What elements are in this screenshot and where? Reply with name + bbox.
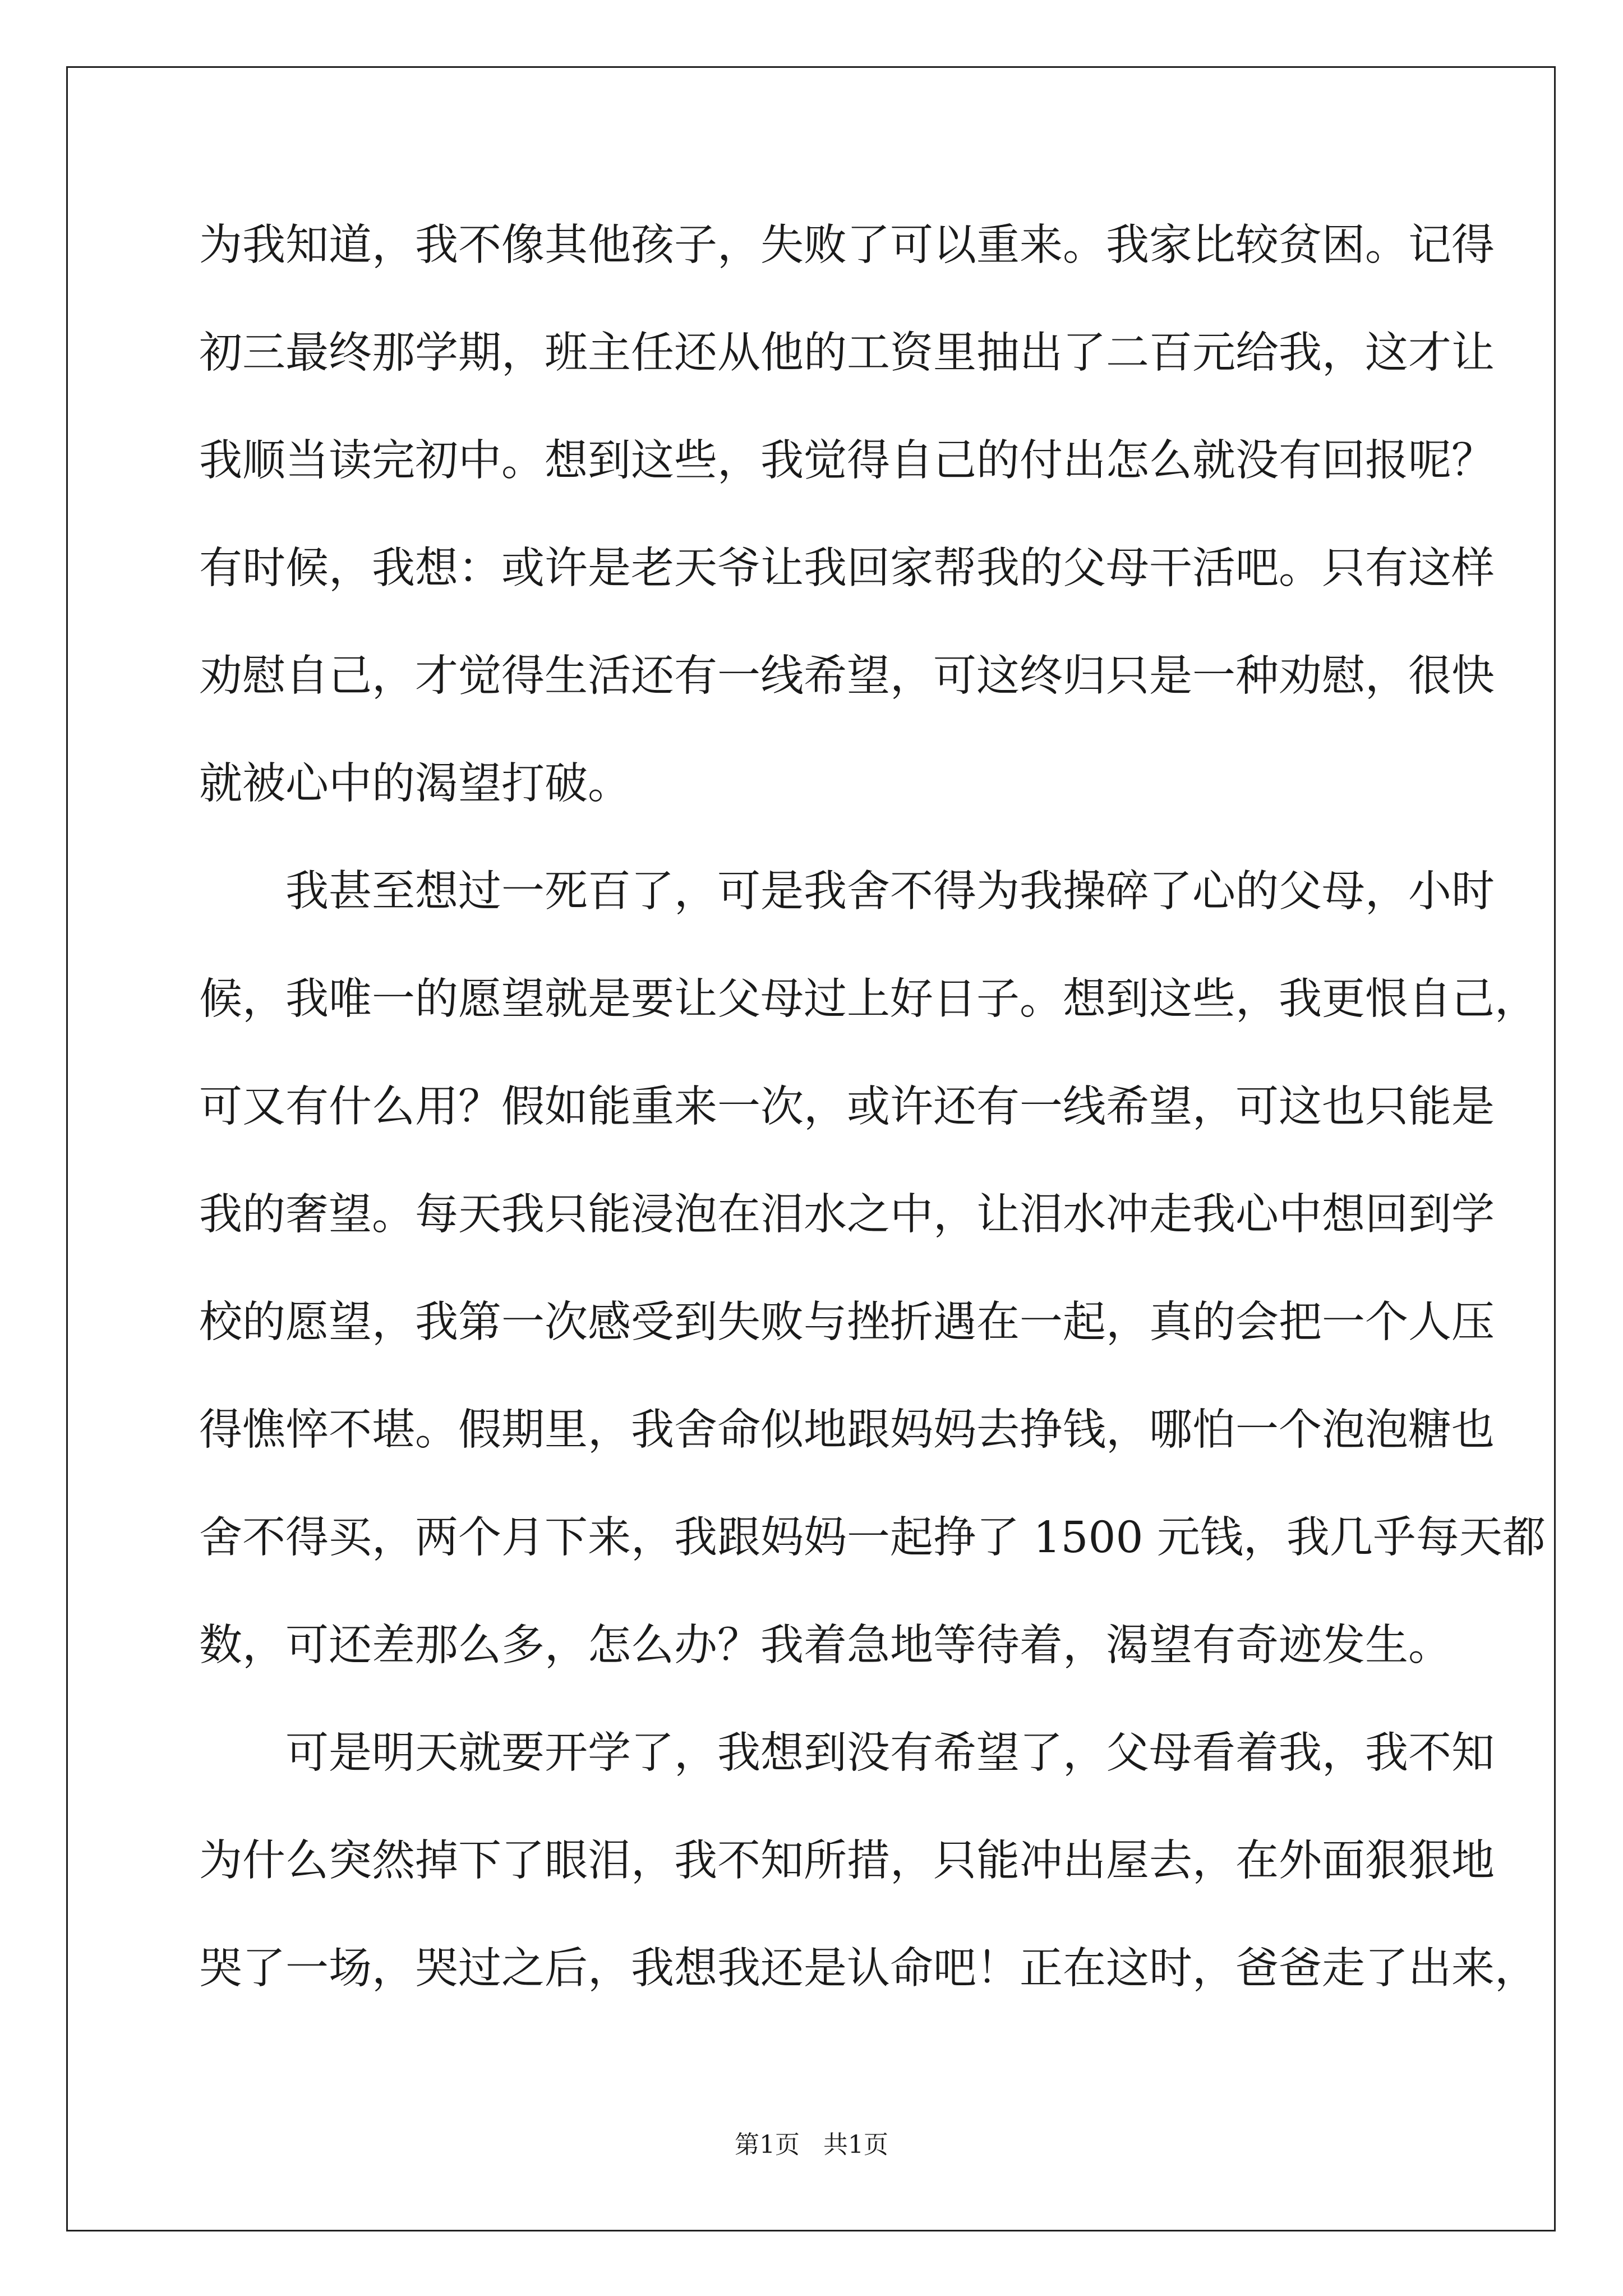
text-line: 我的奢望。每天我只能浸泡在泪水之中，让泪水冲走我心中想回到学 — [199, 1190, 1495, 1240]
page-footer: 第1页 共1页 — [735, 2131, 888, 2159]
text-line: 候，我唯一的愿望就是要让父母过上好日子。想到这些，我更恨自己， — [199, 974, 1538, 1024]
text-line: 数，可还差那么多，怎么办？我着急地等待着，渴望有奇迹发生。 — [199, 1621, 1451, 1671]
text-line: 有时候，我想：或许是老天爷让我回家帮我的父母干活吧。只有这样 — [199, 544, 1495, 593]
text-line: 为我知道，我不像其他孩子，失败了可以重来。我家比较贫困。记得 — [199, 220, 1495, 270]
text-line: 舍不得买，两个月下来，我跟妈妈一起挣了 1500 元钱，我几乎每天都 — [199, 1513, 1546, 1563]
page-border — [66, 66, 1556, 2231]
text-line: 哭了一场，哭过之后，我想我还是认命吧！正在这时，爸爸走了出来， — [199, 1944, 1538, 1994]
text-line: 劝慰自己，才觉得生活还有一线希望，可这终归只是一种劝慰，很快 — [199, 651, 1495, 701]
text-line: 我甚至想过一死百了，可是我舍不得为我操碎了心的父母，小时 — [199, 867, 1495, 917]
text-line: 为什么突然掉下了眼泪，我不知所措，只能冲出屋去，在外面狠狠地 — [199, 1836, 1495, 1886]
text-line: 可又有什么用？假如能重来一次，或许还有一线希望，可这也只能是 — [199, 1082, 1495, 1132]
text-line: 初三最终那学期，班主任还从他的工资里抽出了二百元给我，这才让 — [199, 328, 1495, 378]
text-line: 得憔悴不堪。假期里，我舍命似地跟妈妈去挣钱，哪怕一个泡泡糖也 — [199, 1405, 1495, 1455]
text-line: 可是明天就要开学了，我想到没有希望了，父母看着我，我不知 — [199, 1728, 1495, 1778]
text-line: 我顺当读完初中。想到这些，我觉得自己的付出怎么就没有回报呢？ — [199, 436, 1495, 486]
text-line: 就被心中的渴望打破。 — [199, 759, 631, 809]
text-line: 校的愿望，我第一次感受到失败与挫折遇在一起，真的会把一个人压 — [199, 1297, 1495, 1347]
